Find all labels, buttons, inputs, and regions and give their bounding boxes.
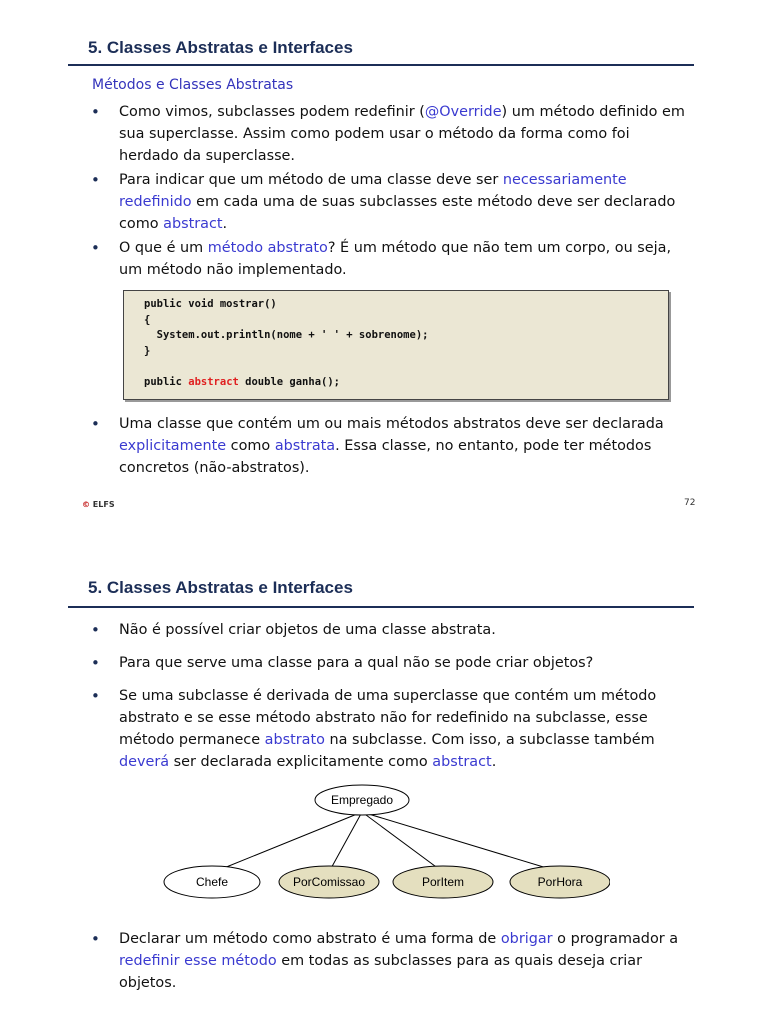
node-label: PorHora — [537, 875, 583, 889]
highlighted-term: obrigar — [500, 931, 553, 947]
bullet-text: O que é um — [119, 240, 208, 256]
code-line: { — [144, 313, 151, 326]
highlighted-term: redefinir esse método — [119, 953, 277, 969]
bullet-icon: • — [91, 171, 100, 189]
slide-73 — [0, 540, 768, 1024]
node-label: Chefe — [195, 875, 229, 889]
footer-logo: © ELFS — [82, 500, 115, 509]
bullet-icon: • — [91, 415, 100, 433]
highlighted-term: método abstrato — [207, 240, 328, 256]
diagram-edge — [329, 812, 362, 872]
bullet-text: Para que serve uma classe para a qual não se pode criar objetos? — [119, 655, 594, 671]
page-number: 72 — [684, 498, 696, 508]
code-block — [123, 290, 669, 400]
slide-title: 5. Classes Abstratas e Interfaces — [88, 578, 353, 597]
slide-subtitle: Métodos e Classes Abstratas — [92, 77, 294, 93]
bullet-text: Declarar um método como abstrato é uma forma de — [119, 931, 501, 947]
bullet-text: em cada uma de suas subclasses este método deve ser declarado como — [119, 194, 676, 232]
title-rule — [68, 606, 694, 608]
bullet-item — [86, 169, 686, 235]
bullet-text: em todas as subclasses para as quais deseja criar objetos. — [119, 953, 643, 991]
bullet-text: ser declarada explicitamente como — [169, 754, 433, 770]
bullet-list — [86, 101, 686, 281]
bullet-text: ? É um método que não tem um corpo, ou seja, um método não implementado. — [119, 240, 672, 278]
bullet-text: Não é possível criar objetos de uma classe abstrata. — [119, 622, 496, 638]
bullet-text: o programador a — [552, 931, 679, 947]
highlighted-term: abstrata — [274, 438, 336, 454]
bullet-item — [86, 619, 686, 641]
highlighted-term: deverá — [119, 754, 170, 770]
bullet-text: Uma classe que contém um ou mais métodos abstratos deve ser declarada — [119, 416, 664, 432]
highlighted-term: abstract — [163, 216, 223, 232]
bullet-icon: • — [91, 103, 100, 121]
abstract-keyword: abstract — [188, 375, 239, 388]
bullet-icon: • — [91, 687, 100, 705]
bullet-text: Se uma subclasse é derivada de uma superclasse que contém um método abstrato e se esse método abstrato não for redefinido na subclasse, esse método permanece — [119, 688, 657, 748]
bullet-item — [86, 928, 686, 994]
node-label: Empregado — [330, 793, 394, 807]
highlighted-term: abstrato — [264, 732, 325, 748]
bullet-list — [86, 619, 686, 773]
diagram-edge — [362, 812, 443, 872]
highlighted-term: necessariamente redefinido — [119, 172, 627, 210]
copyright-icon: © — [82, 500, 90, 509]
slide-title: 5. Classes Abstratas e Interfaces — [88, 38, 353, 57]
highlighted-term: abstract — [432, 754, 492, 770]
class-hierarchy-diagram — [150, 782, 610, 912]
bullet-text: . — [222, 216, 228, 232]
bullet-text: ) um método definido em sua superclasse. Assim como podem usar o método da forma como foi herdado da superclasse. — [119, 104, 685, 164]
bullet-item — [86, 685, 686, 773]
bullet-item — [86, 652, 686, 674]
bullet-text: Para indicar que um método de uma classe deve ser — [119, 172, 503, 188]
bullet-text: Como vimos, subclasses podem redefinir ( — [119, 104, 425, 120]
code-line: } — [144, 344, 151, 357]
node-label: PorComissao — [292, 875, 366, 889]
code-line: public void mostrar() — [144, 298, 277, 310]
bullet-list — [86, 413, 686, 479]
bullet-icon: • — [91, 654, 100, 672]
node-label: PorItem — [421, 875, 465, 889]
highlighted-term: explicitamente — [119, 438, 227, 454]
bullet-text: . Essa classe, no entanto, pode ter métodos concretos (não-abstratos). — [119, 438, 652, 476]
diagram-edge — [362, 812, 560, 872]
bullet-item — [86, 237, 686, 281]
bullet-icon: • — [91, 621, 100, 639]
bullet-text: como — [226, 438, 275, 454]
title-rule — [68, 64, 694, 66]
bullet-list — [86, 928, 686, 994]
bullet-text: na subclasse. Com isso, a subclasse também — [324, 732, 655, 748]
bullet-item — [86, 413, 686, 479]
bullet-text: . — [491, 754, 497, 770]
diagram-edge — [214, 812, 362, 872]
code-line: System.out.println(nome + ' ' + sobrenome); — [144, 329, 429, 341]
bullet-item — [86, 101, 686, 167]
bullet-icon: • — [91, 930, 100, 948]
bullet-icon: • — [91, 239, 100, 257]
highlighted-term: @Override — [424, 104, 502, 120]
code-line: public abstract double ganha(); — [144, 375, 340, 388]
